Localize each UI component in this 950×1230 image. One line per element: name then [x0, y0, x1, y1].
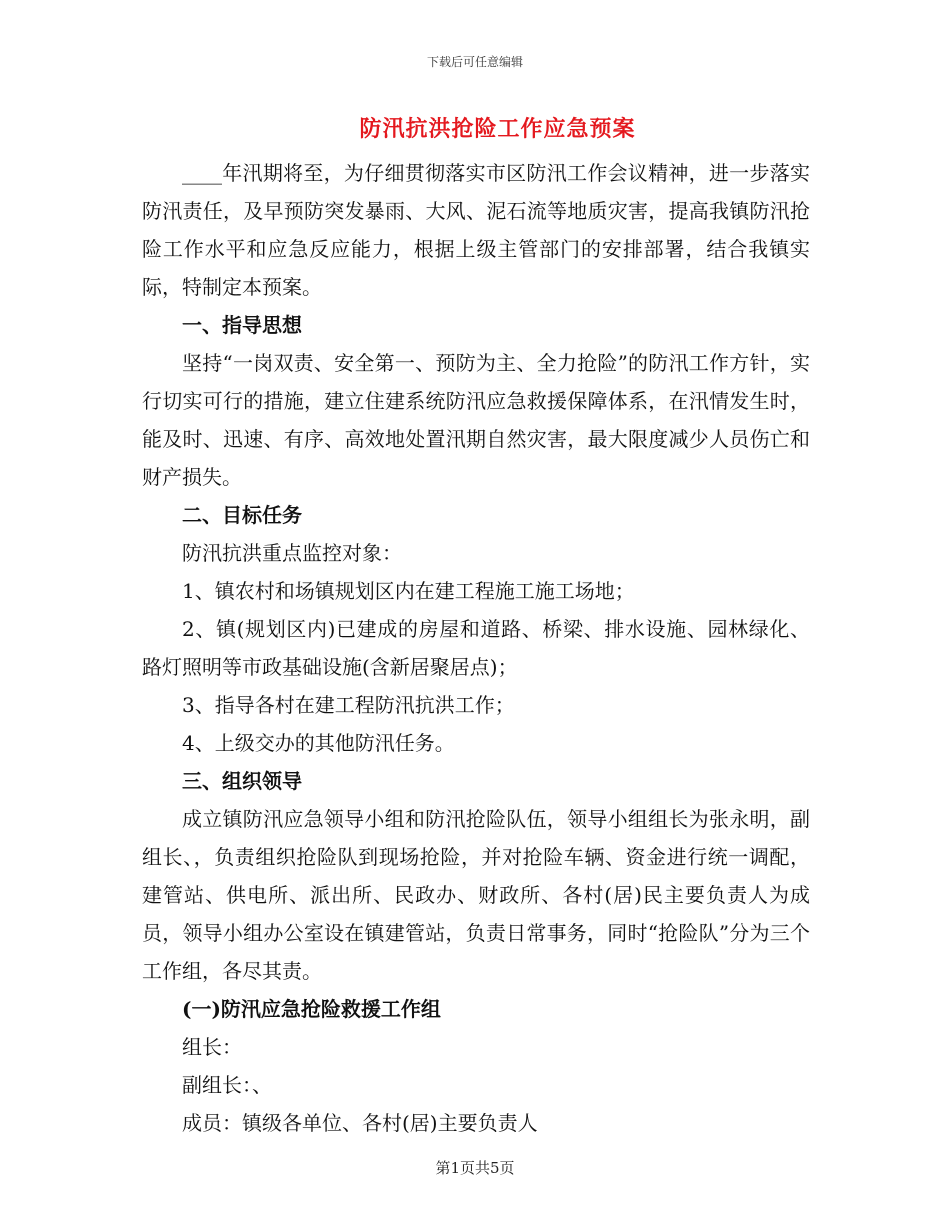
guiding-thought-paragraph: 坚持“一岗双责、安全第一、预防为主、全力抢险”的防汛工作方针，实行切实可行的措施，建立住建系统防汛应急救援保障体系，在汛情发生时，能及时、迅速、有序、高效地处置汛期自然灾害，最大限度减少人员伤亡和财产损失。 — [142, 351, 810, 489]
section-heading-guiding-thought: 一、指导思想 — [182, 313, 302, 337]
goal-item: 4、上级交办的其他防汛任务。 — [182, 731, 455, 755]
subsection-heading-rescue-group: (一)防汛应急抢险救援工作组 — [182, 997, 441, 1021]
goal-item: 3、指导各村在建工程防汛抗洪工作； — [182, 693, 515, 717]
section-heading-organization: 三、组织领导 — [182, 769, 302, 793]
goal-item: 2、镇(规划区内)已建成的房屋和道路、桥梁、排水设施、园林绿化、路灯照明等市政基础设施(含新居聚居点)； — [142, 617, 810, 679]
header-note: 下载后可任意编辑 — [426, 55, 523, 69]
document-body — [142, 154, 810, 1142]
group-leader-line: 组长： — [182, 1035, 242, 1059]
organization-paragraph: 成立镇防汛应急领导小组和防汛抢险队伍，领导小组组长为张永明，副组长、，负责组织抢险队到现场抢险，并对抢险车辆、资金进行统一调配，建管站、供电所、派出所、民政办、财政所、各村(居)民主要负责人为成员，领导小组办公室设在镇建管站，负责日常事务，同时“抢险队”分为三个工作组，各尽其责。 — [142, 807, 810, 983]
goals-intro: 防汛抗洪重点监控对象： — [182, 541, 402, 565]
page-number: 第1页共5页 — [435, 1159, 515, 1177]
section-heading-goals: 二、目标任务 — [182, 503, 302, 527]
document-title: 防汛抗洪抢险工作应急预案 — [359, 116, 636, 142]
intro-paragraph: ____年汛期将至，为仔细贯彻落实市区防汛工作会议精神，进一步落实防汛责任，及早预防突发暴雨、大风、泥石流等地质灾害，提高我镇防汛抢险工作水平和应急反应能力，根据上级主管部门的安排部署，结合我镇实际，特制定本预案。 — [142, 161, 810, 299]
group-deputy-line: 副组长：、 — [182, 1073, 272, 1097]
goal-item: 1、镇农村和场镇规划区内在建工程施工施工场地； — [182, 579, 635, 603]
group-members-line: 成员：镇级各单位、各村(居)主要负责人 — [182, 1111, 538, 1135]
